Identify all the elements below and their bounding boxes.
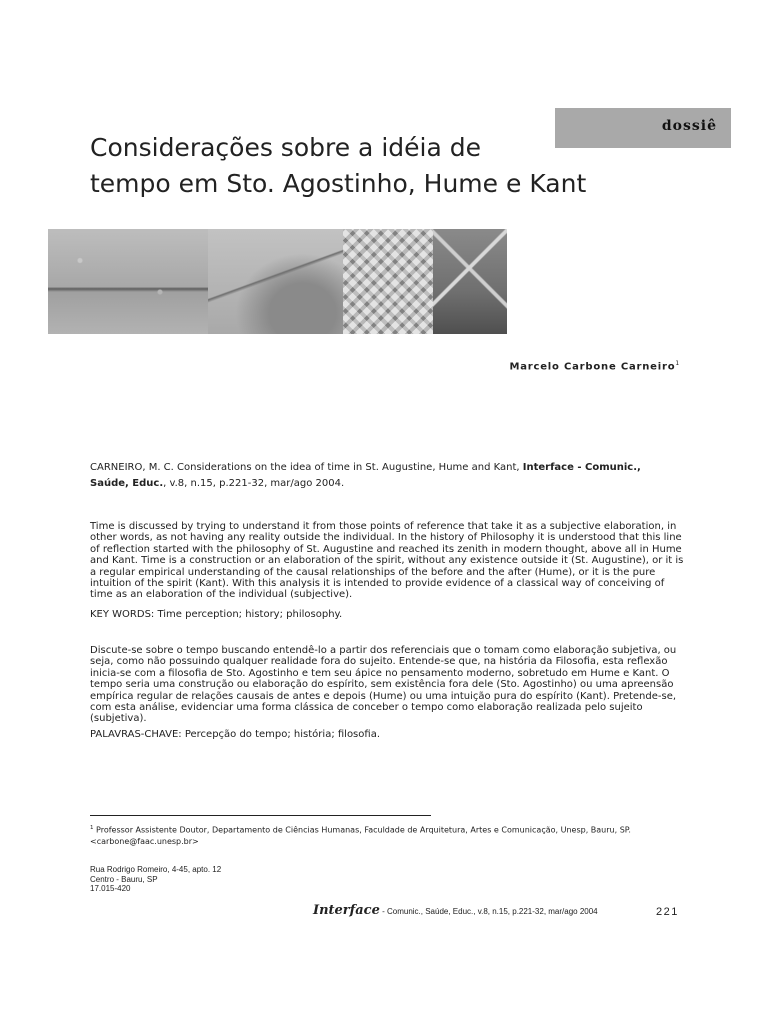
stone-texture-image xyxy=(48,229,208,334)
zigzag-pattern-image xyxy=(343,229,433,334)
citation-tail: , v.8, n.15, p.221-32, mar/ago 2004. xyxy=(163,478,345,489)
journal-footer-text: - Comunic., Saúde, Educ., v.8, n.15, p.221-32, mar/ago 2004 xyxy=(379,907,598,916)
address-line-1: Rua Rodrigo Romeiro, 4-45, apto. 12 xyxy=(90,865,222,874)
footnote xyxy=(90,823,690,847)
address-line-3: 17.015-420 xyxy=(90,884,131,893)
citation xyxy=(90,460,680,492)
abstract-english: Time is discussed by trying to understand it from those points of reference that take it as a subjective elaboration, in other words, as not having any reality outside the individual. In the history of Philosophy it is understood that this line of reflection started with the philosophy of St. Augustine and reached its zenith in modern thought, above all in Hume and Kant. Time is a construction or an elaboration of the spirit, without any existence outside it (St. Augustine), or it is a regular empirical understanding of the causal relationships of the before and the after (Hume), or it is the pure intuition of the spirit (Kant). With this analysis it is intended to provide evidence of a classical way of conceiving of time as an elaboration of the individual (subjective). xyxy=(90,521,684,601)
author-name xyxy=(509,360,680,372)
footnote-email[interactable]: <carbone@faac.unesp.br> xyxy=(90,836,199,846)
journal-footer xyxy=(313,903,598,918)
journal-logo: Interface xyxy=(313,903,380,918)
keywords-english: KEY WORDS: Time perception; history; philosophy. xyxy=(90,609,343,620)
address-line-2: Centro - Bauru, SP xyxy=(90,874,158,884)
engraved-stone-image xyxy=(433,229,507,334)
article-title-line-2: tempo em Sto. Agostinho, Hume e Kant xyxy=(90,169,587,198)
page-number: 221 xyxy=(656,906,679,918)
author-name-text: Marcelo Carbone Carneiro xyxy=(509,361,676,373)
abstract-portuguese: Discute-se sobre o tempo buscando entendê-lo a partir dos referenciais que o tomam como elaboração subjetiva, ou seja, como não possuindo qualquer realidade fora do sujeito. Entende-se que, na história da Filosofia, esta reflexão inicia-se com a filosofia de Sto. Agostinho e tem seu ápice no pensamento moderno, sobretudo em Hume e Kant. O tempo seria uma construção ou elaboração do espírito, sem existência fora dele (Sto. Agostinho) ou uma apreensão empírica regular de relações causais de antes e depois (Hume) ou uma intuição pura do espírito (Kant). Pretende-se, com esta análise, evidenciar uma forma clássica de conceber o tempo como elaboração realizada pelo sujeito (subjetiva). xyxy=(90,645,677,725)
footnote-text: Professor Assistente Doutor, Departamento de Ciências Humanas, Faculdade de Arquitetura, Artes e Comunicação, Unesp, Bauru, SP. xyxy=(93,825,631,835)
footnote-mark: 1 xyxy=(90,825,94,831)
postal-address xyxy=(90,865,340,894)
citation-journal: Interface - Comunic., Saúde, Educ. xyxy=(90,462,641,489)
header-image-strip xyxy=(48,229,507,334)
rock-surface-image xyxy=(208,229,343,334)
keywords-portuguese: PALAVRAS-CHAVE: Percepção do tempo; história; filosofia. xyxy=(90,729,380,740)
citation-lead: CARNEIRO, M. C. Considerations on the idea of time in St. Augustine, Hume and Kant, xyxy=(90,462,523,473)
article-title xyxy=(90,130,670,202)
author-footnote-mark: 1 xyxy=(675,360,680,367)
article-title-line-1: Considerações sobre a idéia de xyxy=(90,133,481,162)
footnote-divider xyxy=(90,815,431,816)
section-badge-label: dossiê xyxy=(661,118,717,134)
